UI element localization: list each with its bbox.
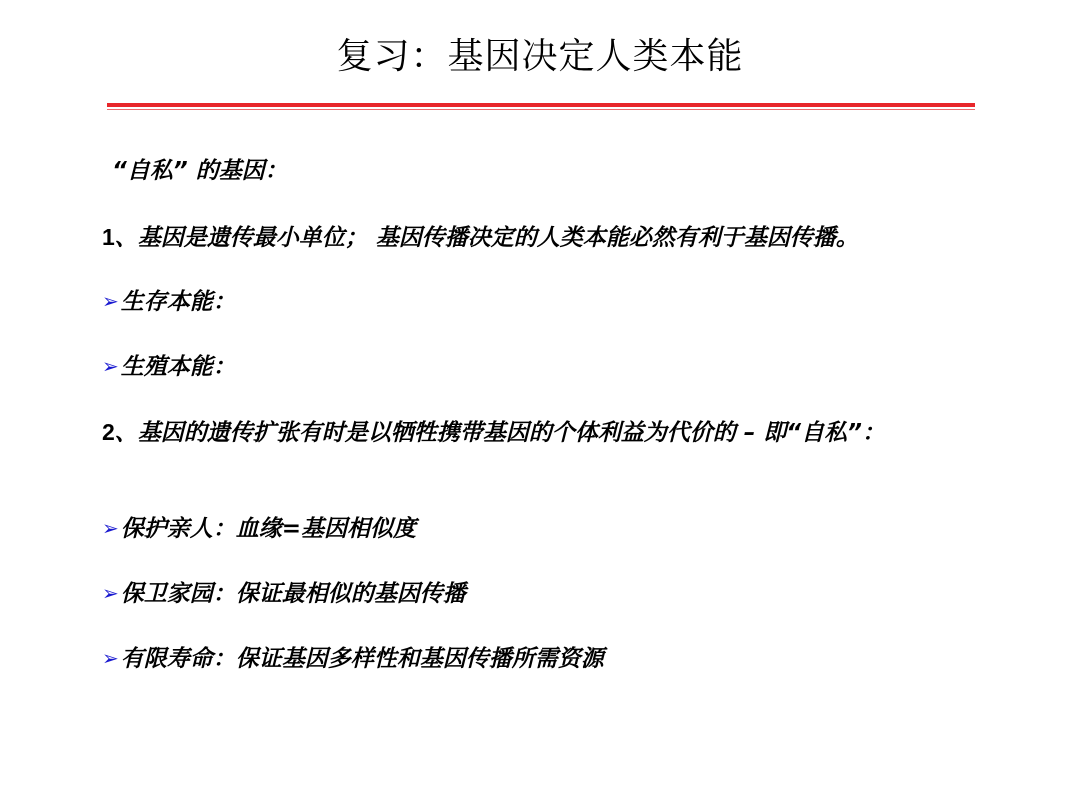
bullet-item <box>102 514 416 545</box>
bullet-text: 保护亲人：血缘=基因相似度 <box>120 516 417 542</box>
bullet-text: 生存本能： <box>120 289 236 315</box>
point-1 <box>102 222 859 254</box>
bullet-text: 保卫家园：保证最相似的基因传播 <box>120 581 466 607</box>
section-heading: “自私” 的基因： <box>112 158 288 184</box>
slide-title: 复习：基因决定人类本能 <box>336 36 744 77</box>
point-1-text: 、基因是遗传最小单位； 基因传播决定的人类本能必然有利于基因传播。 <box>114 225 859 251</box>
point-2-text: 、基因的遗传扩张有时是以牺牲携带基因的个体利益为代价的 – 即“自私”： <box>114 420 885 446</box>
bullet-item <box>102 644 604 675</box>
point-1-number: 1 <box>102 224 115 250</box>
arrow-bullet-icon: ➢ <box>102 581 119 605</box>
title-underline-thin <box>107 109 975 110</box>
arrow-bullet-icon: ➢ <box>102 646 119 670</box>
title-underline-thick <box>107 103 975 107</box>
arrow-bullet-icon: ➢ <box>102 516 119 540</box>
arrow-bullet-icon: ➢ <box>102 354 119 378</box>
point-2 <box>102 417 962 449</box>
bullet-text: 生殖本能： <box>120 354 236 380</box>
bullet-text: 有限寿命：保证基因多样性和基因传播所需资源 <box>120 646 604 672</box>
bullet-item <box>102 287 236 318</box>
bullet-item <box>102 579 466 610</box>
point-2-number: 2 <box>102 419 115 445</box>
bullet-item <box>102 352 236 383</box>
arrow-bullet-icon: ➢ <box>102 289 119 313</box>
